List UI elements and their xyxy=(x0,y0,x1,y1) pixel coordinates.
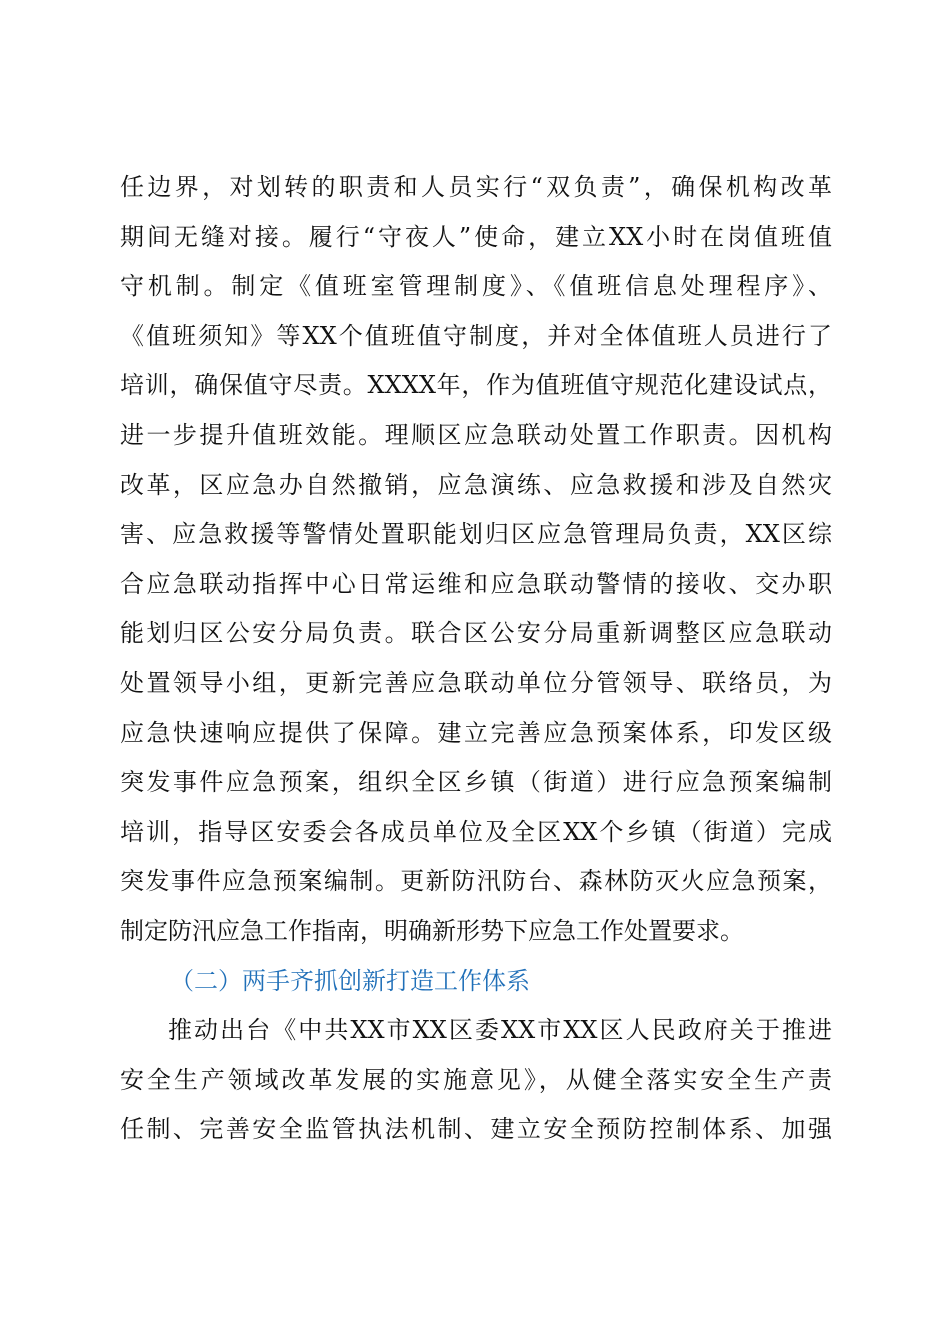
paragraph-line: 应急快速响应提供了保障。建立完善应急预案体系，印发区级 xyxy=(120,719,832,747)
paragraph-line: 任边界，对划转的职责和人员实行“双负责”，确保机构改革 xyxy=(120,173,832,201)
section-heading: （二）两手齐抓创新打造工作体系 xyxy=(170,967,530,995)
paragraph-line: 任制、完善安全监管执法机制、建立安全预防控制体系、加强 xyxy=(120,1115,832,1143)
paragraph-line: 合应急联动指挥中心日常运维和应急联动警情的接收、交办职 xyxy=(120,570,832,598)
paragraph-line: 处置领导小组，更新完善应急联动单位分管领导、联络员，为 xyxy=(120,669,832,697)
paragraph-line: 突发事件应急预案，组织全区乡镇（街道）进行应急预案编制 xyxy=(120,768,832,796)
paragraph-line: 害、应急救援等警情处置职能划归区应急管理局负责，XX区综 xyxy=(120,520,832,548)
paragraph-line: 制定防汛应急工作指南，明确新形势下应急工作处置要求。 xyxy=(120,917,744,945)
paragraph-line: 能划归区公安分局负责。联合区公安分局重新调整区应急联动 xyxy=(120,619,832,647)
paragraph-line: 突发事件应急预案编制。更新防汛防台、森林防灭火应急预案， xyxy=(120,867,832,895)
paragraph-line: 改革，区应急办自然撤销，应急演练、应急救援和涉及自然灾 xyxy=(120,471,832,499)
paragraph-line: 培训，确保值守尽责。XXXX年，作为值班值守规范化建设试点， xyxy=(120,371,832,399)
paragraph-line: 安全生产领域改革发展的实施意见》，从健全落实安全生产责 xyxy=(120,1066,832,1094)
paragraph-line: 守机制。制定《值班室管理制度》、《值班信息处理程序》、 xyxy=(120,272,832,300)
paragraph-line: 培训，指导区安委会各成员单位及全区XX个乡镇（街道）完成 xyxy=(120,818,832,846)
paragraph-line: 进一步提升值班效能。理顺区应急联动处置工作职责。因机构 xyxy=(120,421,832,449)
paragraph-line: 期间无缝对接。履行“守夜人”使命，建立XX小时在岗值班值 xyxy=(120,223,832,251)
paragraph-line: 推动出台《中共XX市XX区委XX市XX区人民政府关于推进 xyxy=(168,1016,832,1044)
paragraph-line: 《值班须知》等XX个值班值守制度，并对全体值班人员进行了 xyxy=(120,322,832,350)
